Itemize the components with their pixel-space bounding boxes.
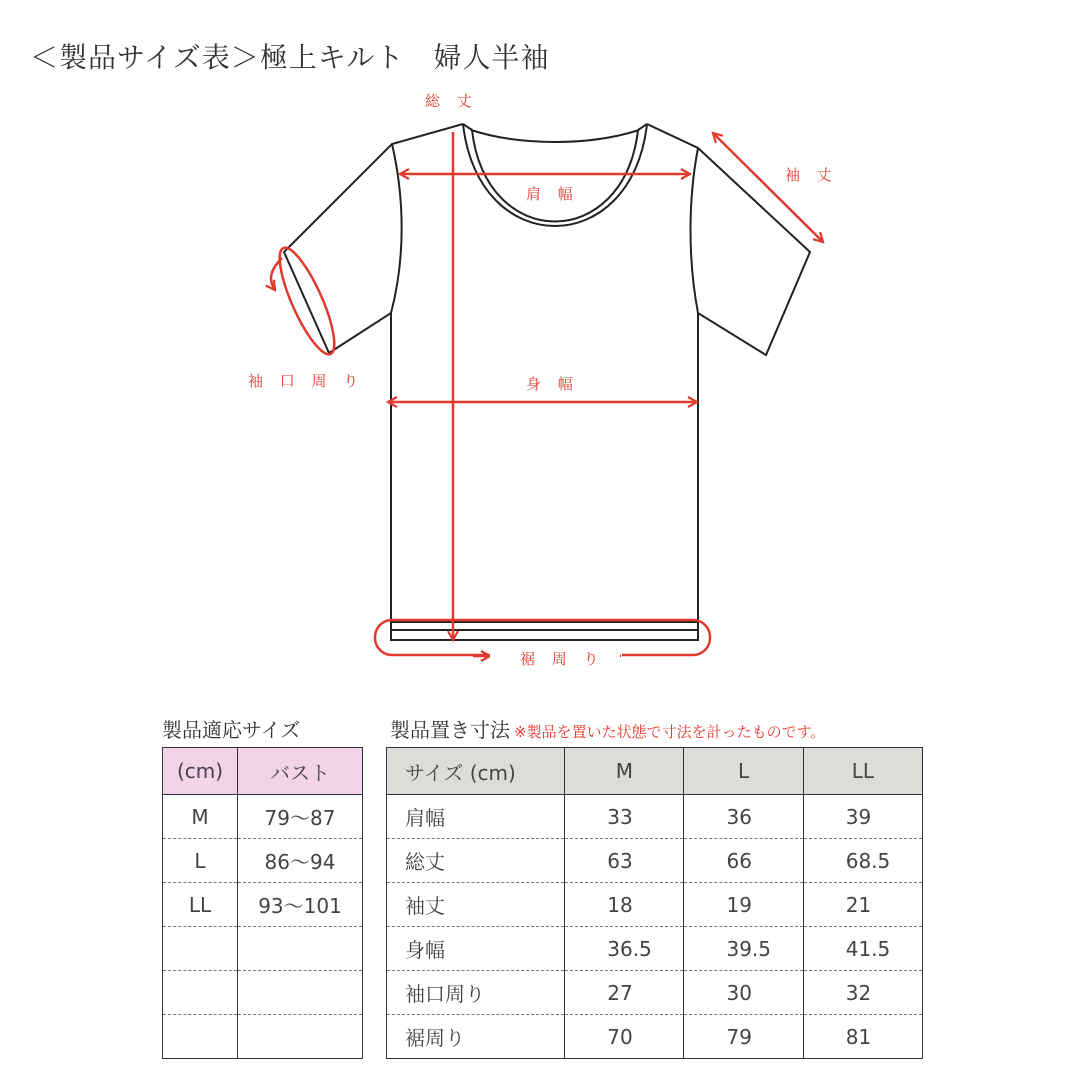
value-cell: 68.5 [803,839,922,883]
table-row [387,795,923,839]
total-length-label: 総 丈 [425,92,478,110]
table-row [387,971,923,1015]
cuff-circumference-label: 袖 口 周 り [248,372,365,390]
column-header: サイズ (cm) [387,748,565,795]
value-cell: 18 [565,883,684,927]
bust-cell: 79〜87 [238,795,363,839]
table-row [163,1015,363,1059]
table-row [387,883,923,927]
measure-table-title-wrap [390,714,825,743]
page-title: ＜製品サイズ表＞極上キルト 婦人半袖 [30,41,550,74]
fit-size-table [162,747,363,1059]
hem-circumference-label: 裾 周 り [520,650,605,668]
bust-cell: 93〜101 [238,883,363,927]
value-cell: 63 [565,839,684,883]
measure-note: ※製品を置いた状態で寸法を計ったものです。 [514,723,826,741]
table-row [163,883,363,927]
size-cell [163,927,238,971]
column-header: バスト [238,748,363,795]
row-label: 身幅 [387,927,565,971]
row-label: 裾周り [387,1015,565,1059]
body-width-label: 身 幅 [526,375,579,393]
column-header: M [565,748,684,795]
table-row [163,971,363,1015]
value-cell: 66 [684,839,803,883]
row-label: 袖丈 [387,883,565,927]
size-cell [163,971,238,1015]
table-header-row [387,748,923,795]
row-label: 袖口周り [387,971,565,1015]
value-cell: 21 [803,883,922,927]
value-cell: 41.5 [803,927,922,971]
bust-cell [238,1015,363,1059]
value-cell: 39 [803,795,922,839]
table-header-row [163,748,363,795]
bust-cell: 86〜94 [238,839,363,883]
column-header: (cm) [163,748,238,795]
value-cell: 36.5 [565,927,684,971]
table-row [387,927,923,971]
row-label: 総丈 [387,839,565,883]
value-cell: 19 [684,883,803,927]
measurement-markers [270,132,823,666]
fit-table-title: 製品適応サイズ [162,718,301,742]
value-cell: 36 [684,795,803,839]
size-cell: M [163,795,238,839]
row-label: 肩幅 [387,795,565,839]
shoulder-width-label: 肩 幅 [526,185,579,203]
value-cell: 30 [684,971,803,1015]
value-cell: 39.5 [684,927,803,971]
value-cell: 33 [565,795,684,839]
value-cell: 81 [803,1015,922,1059]
value-cell: 32 [803,971,922,1015]
table-row [387,839,923,883]
table-row [387,1015,923,1059]
value-cell: 27 [565,971,684,1015]
bust-cell [238,927,363,971]
measure-table-title: 製品置き寸法 [390,718,510,742]
size-cell: LL [163,883,238,927]
table-row [163,795,363,839]
size-cell [163,1015,238,1059]
value-cell: 70 [565,1015,684,1059]
sleeve-length-label: 袖 丈 [785,166,838,184]
column-header: L [684,748,803,795]
value-cell: 79 [684,1015,803,1059]
column-header: LL [803,748,922,795]
measurement-table [386,747,923,1059]
sleeve-length-arrow [713,133,823,242]
bust-cell [238,971,363,1015]
table-row [163,839,363,883]
size-cell: L [163,839,238,883]
table-row [163,927,363,971]
